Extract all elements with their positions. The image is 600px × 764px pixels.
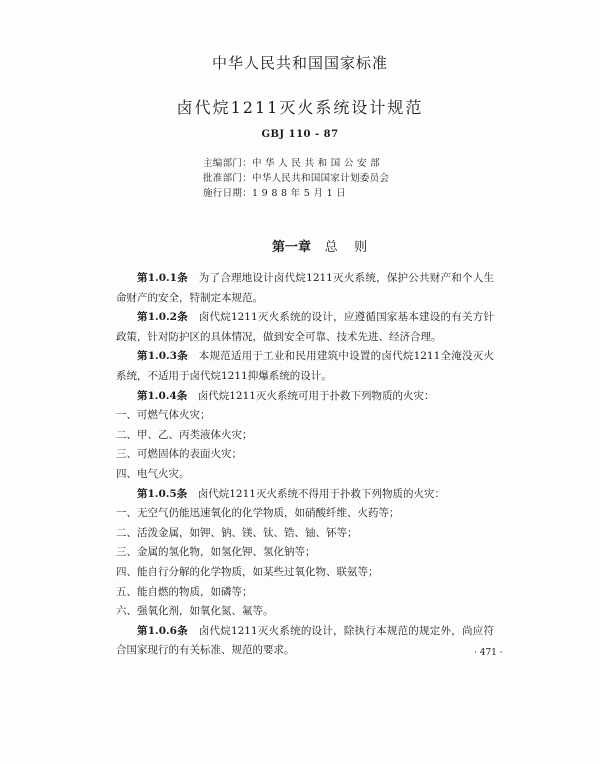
list-item: 三、金属的氢化物，如氢化钾、氢化钠等；: [116, 546, 316, 559]
list-item: 一、可燃气体火灾；: [116, 409, 211, 422]
list-item: 三、可燃固体的表面火灾；: [116, 448, 242, 461]
document-body: [116, 269, 494, 661]
clause-text: 卤代烷1211灭火系统的设计，应遵循国家基本建设的有关方针政策，针对防护区的具体情况，做到安全可靠、技术先进、经济合理。: [116, 311, 495, 343]
meta-editor: [203, 155, 380, 169]
clause-label: 第1.0.6条: [137, 624, 188, 637]
clause-label: 第1.0.2条: [137, 311, 188, 324]
clause-1-0-5: [116, 485, 494, 505]
list-item: 四、能自行分解的化学物质，如某些过氧化物、联氨等；: [116, 565, 379, 578]
chapter-title: 总 则: [324, 240, 368, 255]
clause-1-0-4: [116, 387, 494, 407]
meta-approver-label: 批准部门：: [203, 173, 253, 184]
document-title: 卤代烷1211灭火系统设计规范: [176, 98, 424, 117]
meta-editor-label: 主编部门：: [203, 158, 253, 169]
clause-label: 第1.0.5条: [137, 487, 188, 500]
meta-approver-value: 中华人民共和国国家计划委员会: [252, 173, 390, 184]
meta-editor-value: 中 华 人 民 共 和 国 公 安 部: [252, 158, 380, 169]
list-item: 五、能自燃的物质，如磷等；: [116, 585, 253, 598]
clause-1-0-3: [116, 347, 494, 386]
meta-date-label: 施行日期：: [203, 188, 253, 199]
chapter-number: 第一章: [272, 240, 312, 255]
clause-label: 第1.0.3条: [137, 350, 188, 363]
meta-approver: [203, 170, 389, 184]
standard-name: 中华人民共和国国家标准: [211, 54, 388, 72]
list-item: 二、活泼金属，如钾、钠、镁、钛、锆、铀、钚等；: [116, 526, 358, 539]
list-item: 二、甲、乙、丙类液体火灾；: [116, 428, 253, 441]
chapter-heading: [272, 236, 367, 255]
list-item: 一、无空气仍能迅速氧化的化学物质，如硝酸纤维、火药等；: [116, 507, 400, 520]
meta-date: [203, 185, 346, 199]
meta-date-value: 1 9 8 8 年 5 月 1 日: [252, 188, 347, 199]
clause-label: 第1.0.1条: [137, 272, 188, 284]
clause-text: 本规范适用于工业和民用建筑中设置的卤代烷1211全淹没灭火系统，不适用于卤代烷1211抑爆系统的设计。: [116, 350, 495, 382]
list-item: 四、电气火灾。: [116, 467, 190, 480]
clause-1-0-6: [116, 622, 494, 661]
standard-code: GBJ 110 - 87: [261, 129, 339, 140]
clause-1-0-1: [116, 269, 494, 308]
clause-text: 卤代烷1211灭火系统的设计，除执行本规范的规定外，尚应符合国家现行的有关标准、规范的要求。: [116, 624, 495, 657]
list-item: 六、强氧化剂，如氧化氮、氟等。: [116, 605, 274, 618]
clause-text: 为了合理地设计卤代烷1211灭火系统，保护公共财产和个人生命财产的安全，特制定本规范。: [116, 272, 495, 304]
clause-text: 卤代烷1211灭火系统不得用于扑救下列物质的火灾：: [197, 487, 445, 500]
clause-text: 卤代烷1211灭火系统可用于扑救下列物质的火灾：: [197, 389, 435, 402]
page-number: · 471 ·: [474, 648, 503, 658]
clause-label: 第1.0.4条: [137, 389, 188, 402]
clause-1-0-2: [116, 308, 494, 347]
